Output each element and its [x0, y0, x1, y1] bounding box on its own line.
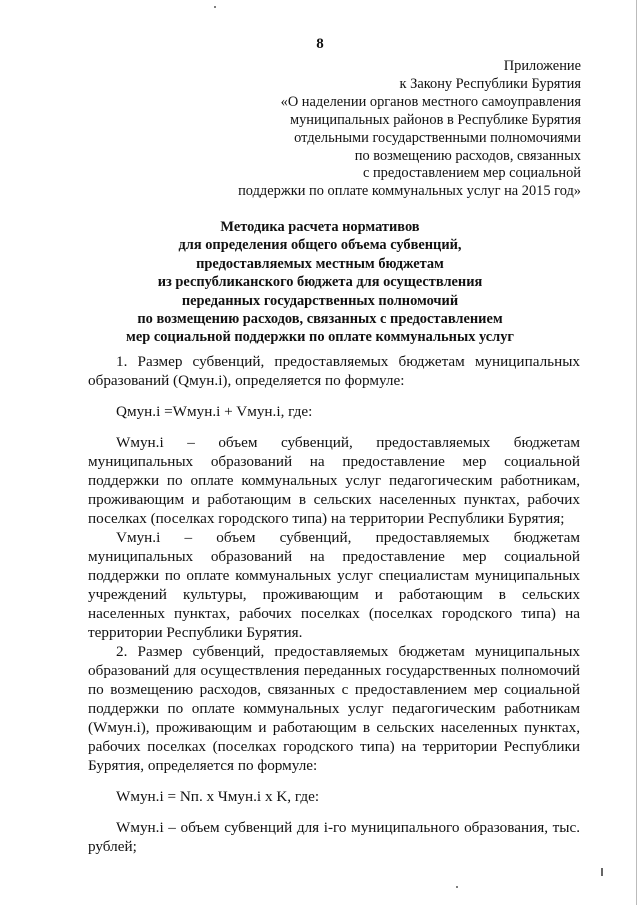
paragraph: Wмун.i – объем субвенций, предоставляемых бюджетам муниципальных образований на предоставление мер социальной поддержки по оплате коммунальных услуг педагогическим работникам, проживающим и работающим в сельских населенных пунктах, рабочих поселках (поселках городского типа) на территории Республики Бурятия;	[88, 434, 580, 527]
annex-header	[238, 58, 581, 201]
annex-line: отдельными государственными полномочиями	[294, 129, 581, 146]
formula: Qмун.i =Wмун.i + Vмун.i, где:	[116, 403, 313, 420]
annex-line: по возмещению расходов, связанных	[354, 147, 581, 164]
title-line: для определения общего объема субвенций,	[178, 237, 462, 254]
document-body	[88, 352, 580, 856]
annex-line: поддержки по оплате коммунальных услуг на 2015 год»	[238, 183, 581, 200]
paragraph: 1. Размер субвенций, предоставляемых бюджетам муниципальных образований (Qмун.i), определяется по формуле:	[88, 353, 580, 389]
paragraph: 2. Размер субвенций, предоставляемых бюджетам муниципальных образований для осуществления переданных государственных полномочий по возмещению расходов, связанных с предоставлением мер социальной поддержки по оплате коммунальных услуг педагогическим работникам (Wмун.i), проживающим и работающим в сельских населенных пунктах, рабочих поселках (поселках городского типа) на территории Республики Бурятия, определяется по формуле:	[88, 643, 580, 774]
scan-mark	[601, 868, 603, 876]
title-line: по возмещению расходов, связанных с предоставлением	[137, 311, 503, 328]
annex-line: к Закону Республики Бурятия	[399, 75, 581, 92]
annex-line: с предоставлением мер социальной	[363, 165, 581, 182]
annex-line: Приложение	[503, 58, 581, 74]
annex-line: «О наделении органов местного самоуправления	[280, 93, 581, 110]
paragraph: Wмун.i – объем субвенций для i-го муниципального образования, тыс. рублей;	[88, 819, 580, 855]
page-number: 8	[316, 36, 324, 52]
paragraph: Vмун.i – объем субвенций, предоставляемых бюджетам муниципальных образований на предоставление мер социальной поддержки по оплате коммунальных услуг специалистам муниципальных учреждений культуры, проживающим и работающим в сельских населенных пунктах, рабочих поселках (поселках городского типа) на территории Республики Бурятия.	[88, 529, 580, 641]
title-line: мер социальной поддержки по оплате коммунальных услуг	[126, 329, 514, 346]
scan-speck	[456, 886, 458, 888]
title-line: предоставляемых местным бюджетам	[196, 255, 444, 272]
title-line: переданных государственных полномочий	[181, 292, 459, 309]
title-line: Методика расчета нормативов	[220, 219, 420, 235]
scan-speck	[214, 6, 216, 8]
title-line: из республиканского бюджета для осуществления	[157, 274, 483, 291]
document-title	[60, 218, 580, 347]
formula: Wмун.i = Nп. x Чмун.i x K, где:	[116, 788, 320, 805]
annex-line: муниципальных районов в Республике Бурятия	[289, 111, 581, 128]
scan-edge-line	[636, 0, 637, 905]
